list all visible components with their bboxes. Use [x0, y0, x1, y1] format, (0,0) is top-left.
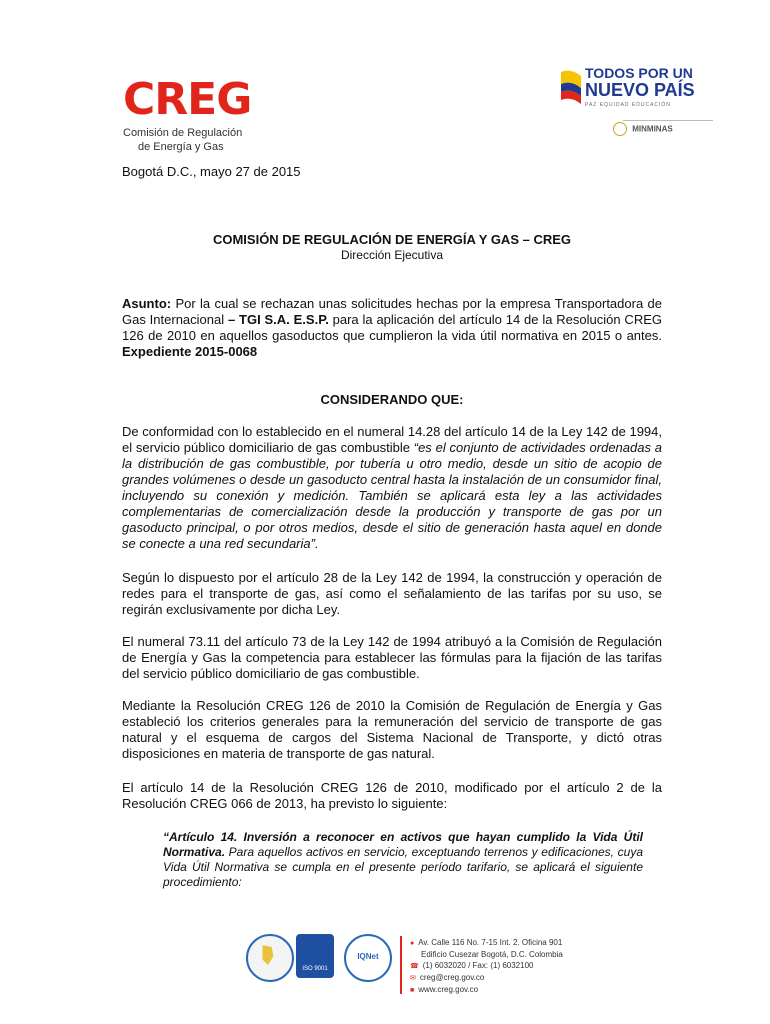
colombia-seal-icon: [246, 934, 294, 982]
certification-logos: [246, 928, 391, 990]
iso-certification-icon: [296, 934, 334, 978]
paragraph-5: El artículo 14 de la Resolución CREG 126 de 2010, modificado por el artículo 2 de la Resolución CREG 066 de 2013, ha previsto lo siguiente:: [122, 780, 662, 811]
paragraph-2: Según lo dispuesto por el artículo 28 de la Ley 142 de 1994, la construcción y operación de redes para el transporte de gas, así como el señalamiento de las tarifas por su uso, se regirán exclusivamente por dicha Ley.: [122, 570, 662, 617]
contact-info: [410, 937, 563, 996]
creg-name-line1: Comisión de Regulación: [123, 127, 243, 139]
iso-label: ISO 9001: [302, 966, 328, 972]
letter-subtitle: Dirección Ejecutiva: [340, 248, 444, 262]
considerando-heading: CONSIDERANDO QUE:: [320, 392, 464, 407]
footer-divider: [400, 936, 402, 994]
ministry-name: MINMINAS: [632, 124, 673, 134]
website-link[interactable]: www.creg.gov.co: [418, 985, 479, 994]
paragraph-1-quote: “es el conjunto de actividades ordenadas a la distribución de gas combustible, por tubería u otro medio, desde un sitio de acopio de grandes volúmenes o desde un gasoducto central hasta la instalación de un consumidor final, incluyendo su conexión y medición. También se aplicará esta ley a las actividades complementarias de comercialización desde la producción y transporte de gas por un gasoducto principal, o por otros medios, desde el sitio de generación hasta aquel en donde se conecte a una red secundaria”.: [122, 440, 663, 551]
letter-title: COMISIÓN DE REGULACIÓN DE ENERGÍA Y GAS – CREG: [212, 232, 572, 247]
ministry-logo: [613, 122, 715, 136]
quote-article-title: “Artículo 14. Inversión a reconocer en activos que hayan cumplido la Vida Útil Normativa.: [163, 830, 643, 859]
asunto-company: – TGI S.A. E.S.P.: [227, 312, 329, 327]
iqnet-label: IQNet: [357, 952, 379, 961]
email-icon: ✉: [410, 975, 416, 982]
asunto-paragraph: [122, 296, 662, 360]
asunto-text: Por la cual se rechazan unas solicitudes hechas por la empresa Transportadora de Gas Internacional: [122, 296, 662, 327]
quote-article-body: Para aquellos activos en servicio, exceptuando terrenos y edificaciones, cuya Vida Útil Normativa se cumpla en el presente período tarifario, se aplicará el siguiente procedimiento:: [163, 845, 643, 889]
gov-slogan-line2: NUEVO PAÍS: [585, 80, 695, 100]
paragraph-3: El numeral 73.11 del artículo 73 de la Ley 142 de 1994 atribuyó a la Comisión de Regulación de Energía y Gas la competencia para establecer las fórmulas para la fijación de las tarifas del servicio público domiciliario de gas combustible.: [122, 634, 662, 681]
asunto-expediente: Expediente 2015-0068: [122, 344, 258, 359]
location-icon: ●: [410, 940, 415, 947]
creg-name-line2: de Energía y Gas: [138, 141, 224, 153]
gov-slogan-line3: PAZ EQUIDAD EDUCACIÓN: [585, 102, 671, 108]
address-line1: Av. Calle 116 No. 7-15 Int. 2. Oficina 901: [418, 938, 563, 947]
email-address[interactable]: creg@creg.gov.co: [419, 973, 485, 982]
letter-date: Bogotá D.C., mayo 27 de 2015: [122, 164, 301, 179]
creg-logo-text: CREG: [123, 74, 252, 125]
paragraph-1: [122, 424, 662, 552]
coat-of-arms-icon: [613, 122, 627, 136]
colombia-flag-icon: [557, 68, 585, 108]
gov-slogan-line1: TODOS POR UN: [585, 65, 693, 81]
government-logo: [585, 66, 715, 136]
asunto-text-2: para la aplicación del artículo 14 de la Resolución CREG 126 de 2010 en aquellos gasoductos que cumplieron la vida útil normativa en 2015 o antes.: [122, 312, 662, 343]
address-line2: Edificio Cusezar Bogotá, D.C. Colombia: [421, 950, 563, 959]
paragraph-4: Mediante la Resolución CREG 126 de 2010 la Comisión de Regulación de Energía y Gas estableció los criterios generales para la remuneración del servicio de transporte de gas natural y el esquema de cargos del Sistema Nacional de Transporte, y dictó otras disposiciones en materia de transporte de gas natural.: [122, 698, 662, 761]
phone-icon: ☎: [410, 963, 419, 970]
web-icon: ■: [410, 987, 415, 994]
iqnet-certification-icon: [344, 934, 392, 982]
quoted-article: [163, 830, 643, 890]
paragraph-1-text: De conformidad con lo establecido en el numeral 14.28 del artículo 14 de la Ley 142 de 1994, el servicio público domiciliario de gas combustible: [122, 424, 662, 455]
phone-number: (1) 6032020 / Fax: (1) 6032100: [422, 961, 534, 970]
logo-divider: [623, 120, 713, 121]
creg-logo: [123, 74, 273, 154]
asunto-label: Asunto:: [122, 296, 172, 311]
